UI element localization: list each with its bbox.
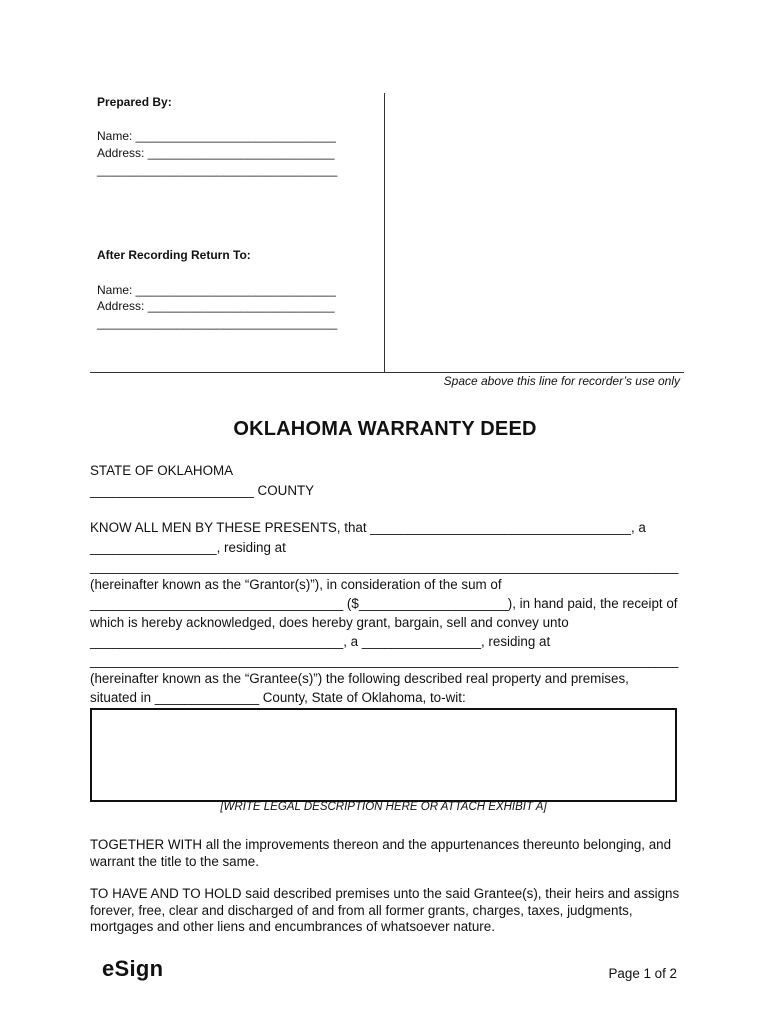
grantee-definition-line: (hereinafter known as the “Grantee(s)”) the following described real property and premises,: [90, 671, 629, 686]
state-line: STATE OF OKLAHOMA: [90, 463, 234, 478]
return-to-name-field[interactable]: Name: ______________________________: [97, 283, 336, 297]
legal-description-caption: [WRITE LEGAL DESCRIPTION HERE OR ATTACH EXHIBIT A]: [220, 801, 547, 813]
esign-logo: eSign: [102, 956, 164, 981]
together-with-paragraph: TOGETHER WITH all the improvements thereon and the appurtenances thereunto belonging, and warrant the title to the same.: [90, 837, 672, 869]
legal-description-box[interactable]: [90, 708, 677, 802]
consideration-amount-line[interactable]: __________________________________ ($____________________), in hand paid, the receipt of: [90, 596, 678, 611]
page-number: Page 1 of 2: [608, 966, 677, 981]
return-to-address-line-2[interactable]: ____________________________________: [97, 316, 338, 330]
grantee-name-line[interactable]: __________________________________, a ________________, residing at: [90, 634, 551, 649]
recorder-space-bottom-rule: [90, 372, 684, 373]
grantor-address-field[interactable]: _______________________________________________________________________________: [90, 559, 679, 574]
prepared-by-address-field[interactable]: Address: ____________________________: [97, 146, 335, 160]
to-have-and-hold-paragraph: TO HAVE AND TO HOLD said described premises unto the said Grantee(s), their heirs and assigns forever, free, clear and discharged of and from all former grants, charges, taxes, judgments, mortgages and other liens and encumbrances of whatsoever nature.: [90, 886, 680, 934]
grantee-address-field[interactable]: _______________________________________________________________________________: [90, 653, 679, 668]
document-title: OKLAHOMA WARRANTY DEED: [233, 418, 537, 440]
know-all-men-line[interactable]: KNOW ALL MEN BY THESE PRESENTS, that ___________________________________, a: [90, 520, 646, 535]
grantor-definition-line: (hereinafter known as the “Grantor(s)”), in consideration of the sum of: [90, 577, 502, 592]
prepared-by-address-line-2[interactable]: ____________________________________: [97, 163, 338, 177]
prepared-by-heading: Prepared By:: [97, 95, 172, 109]
conveyance-line: which is hereby acknowledged, does hereby grant, bargain, sell and convey unto: [90, 615, 569, 630]
grantor-residence-line[interactable]: _________________, residing at: [90, 540, 286, 555]
recorder-note: Space above this line for recorder’s use only: [443, 374, 680, 388]
return-to-address-field[interactable]: Address: ____________________________: [97, 299, 335, 313]
property-county-line[interactable]: situated in ______________ County, State of Oklahoma, to-wit:: [90, 690, 466, 705]
recorder-space-divider: [384, 93, 385, 372]
prepared-by-name-field[interactable]: Name: ______________________________: [97, 129, 336, 143]
county-field[interactable]: ______________________ COUNTY: [90, 483, 315, 498]
return-to-heading: After Recording Return To:: [97, 248, 251, 262]
